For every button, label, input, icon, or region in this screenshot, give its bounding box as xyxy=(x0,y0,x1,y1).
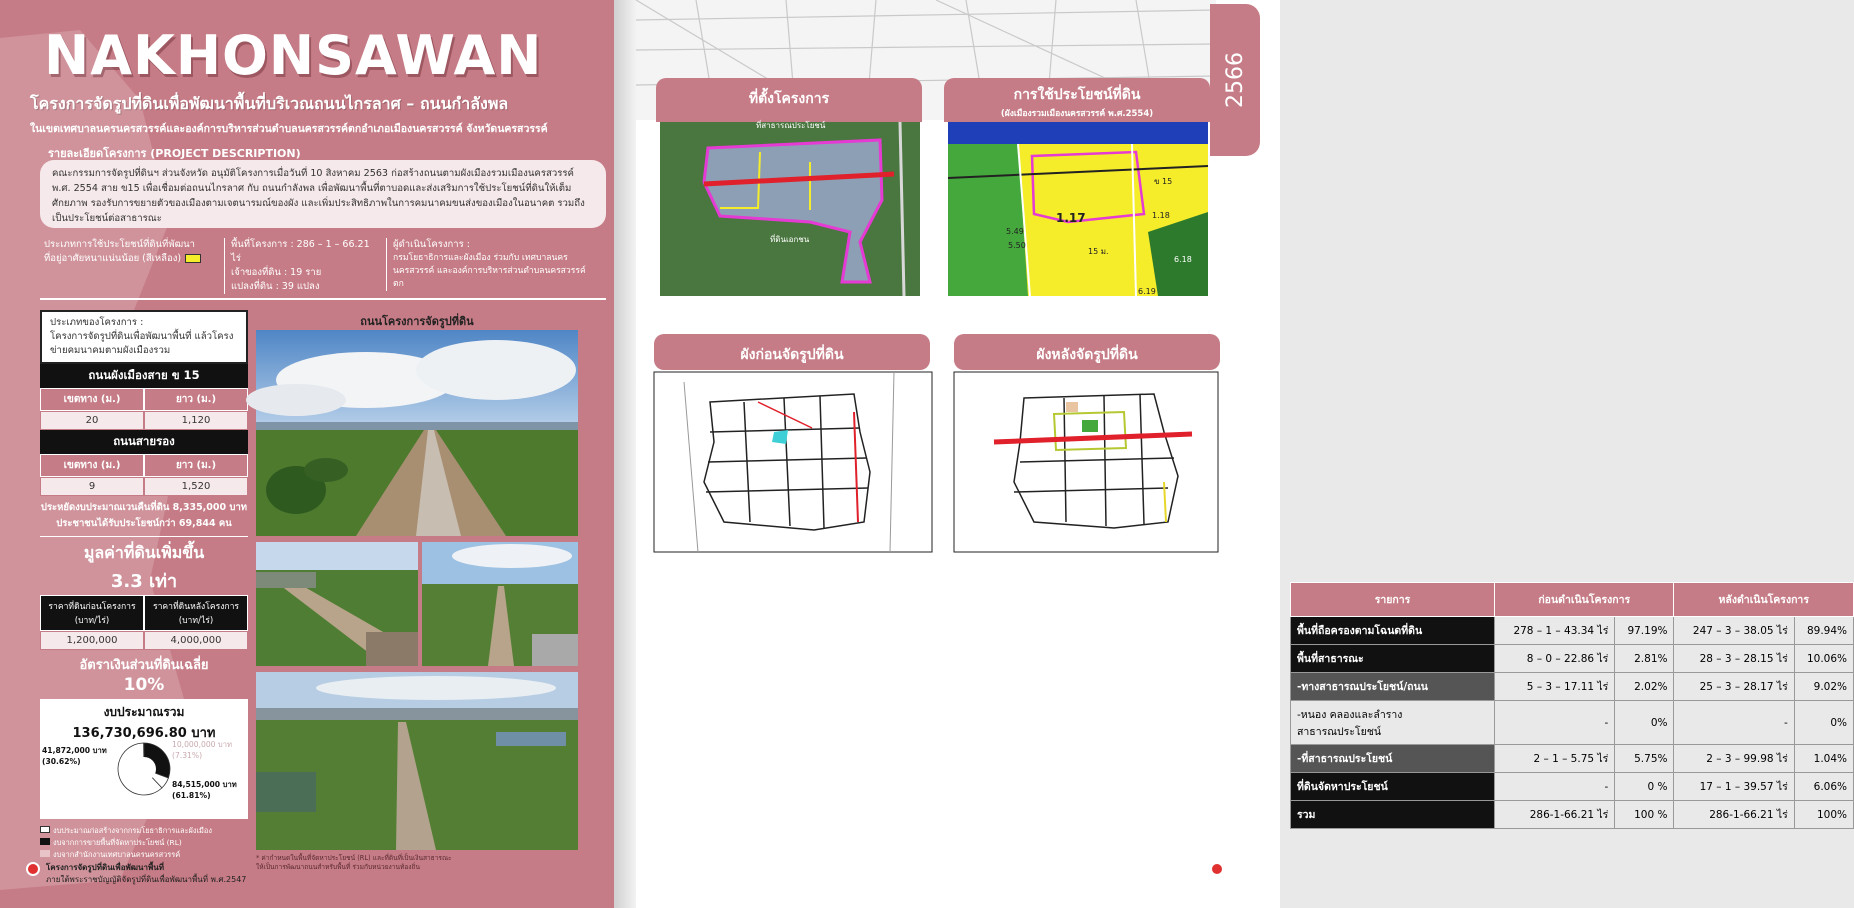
footer-line1: โครงการจัดรูปที่ดินเพื่อพัฒนาพื้นที่ xyxy=(46,863,164,872)
before-price-label: ราคาที่ดินก่อนโครงการ (บาท/ไร่) xyxy=(40,595,144,631)
road-aerial-photo-1 xyxy=(256,330,578,536)
zone-label-8: ข 15 xyxy=(1154,177,1173,186)
road2-title: ถนนสายรอง xyxy=(40,430,248,454)
location-note-private: ที่ดินเอกชน xyxy=(770,235,810,244)
before-area: 2 – 1 – 5.75 ไร่ xyxy=(1495,745,1615,773)
table-row xyxy=(1291,673,1854,701)
table-row xyxy=(1291,645,1854,673)
after-plan-map xyxy=(954,372,1218,552)
table-row xyxy=(1291,617,1854,645)
before-pct: 100 % xyxy=(1615,801,1674,829)
owners-label: เจ้าของที่ดิน xyxy=(231,267,281,278)
page-marker-dot-right xyxy=(1210,862,1224,876)
location-title: ที่ตั้งโครงการ xyxy=(656,78,922,122)
table-row xyxy=(1291,801,1854,829)
landuse-info xyxy=(44,238,212,266)
landuse-value: ที่อยู่อาศัยหนาแน่นน้อย (สีเหลือง) xyxy=(44,253,182,264)
legend3: งบจากสำนักงานเทศบาลนครนครสวรรค์ xyxy=(53,850,181,859)
pie-a-value: 41,872,000 บาท xyxy=(42,746,107,755)
project-type-value: โครงการจัดรูปที่ดินเพื่อพัฒนาพื้นที่ แล้วโครงข่ายคมนาคมตามผังเมืองรวม xyxy=(50,331,234,356)
zone-label-4: 5.50 xyxy=(1008,241,1026,250)
area-info xyxy=(224,238,380,294)
legend-black-swatch xyxy=(40,838,50,845)
after-plan-title: ผังหลังจัดรูปที่ดิน xyxy=(954,334,1220,370)
project-title: โครงการจัดรูปที่ดินเพื่อพัฒนาพื้นที่บริเวณถนนไกรลาศ – ถนนกำลังพล xyxy=(30,94,509,113)
pie-hole xyxy=(132,757,156,781)
before-area: - xyxy=(1495,701,1615,745)
landuse-label: ประเภทการใช้ประโยชน์ที่ดินที่พัฒนา xyxy=(44,239,195,250)
pie-b-pct: (7.31%) xyxy=(172,751,203,760)
road-aerial-photo-2 xyxy=(256,542,418,666)
table-header-item: รายการ xyxy=(1291,583,1495,617)
area-value: : 286 – 1 – 66.21 ไร่ xyxy=(231,239,370,264)
legend2: งบจากการขายพื้นที่จัดหาประโยชน์ (RL) xyxy=(53,838,182,847)
after-pct: 6.06% xyxy=(1794,773,1853,801)
land-comparison-table xyxy=(1290,582,1854,829)
landuse-title: การใช้ประโยชน์ที่ดิน xyxy=(1013,87,1141,103)
operator-value: กรมโยธาธิการและผังเมือง ร่วมกับ เทศบาลนครนครสวรรค์ และองค์การบริหารส่วนตำบลนครสวรรค์ตก xyxy=(393,253,586,289)
project-location: ในเขตเทศบาลนครนครสวรรค์และองค์การบริหารส่วนตำบลนครสวรรค์ตกอำเภอเมืองนครสวรรค์ จังหวัดนครสวรรค์ xyxy=(30,123,548,135)
before-plan-title: ผังก่อนจัดรูปที่ดิน xyxy=(654,334,930,370)
project-type-label: ประเภทของโครงการ : xyxy=(50,317,144,328)
table-header-after: หลังดำเนินโครงการ xyxy=(1674,583,1854,617)
page-marker-dot xyxy=(26,862,40,876)
landuse-header xyxy=(944,78,1210,122)
value-up: 3.3 เท่า xyxy=(110,571,178,592)
operator-label: ผู้ดำเนินโครงการ : xyxy=(393,239,470,250)
avg-value: 10% xyxy=(123,675,165,695)
year-tab xyxy=(1210,4,1260,156)
road2-h1: เขตทาง (ม.) xyxy=(40,454,144,477)
zone-label-5: 6.18 xyxy=(1174,255,1192,264)
yellow-swatch xyxy=(185,254,201,263)
before-pct: 2.81% xyxy=(1615,645,1674,673)
after-pct: 10.06% xyxy=(1794,645,1853,673)
location-note-public: ที่สาธารณประโยชน์ xyxy=(756,121,826,130)
right-page xyxy=(636,0,1847,908)
budget-label: งบประมาณรวม xyxy=(103,705,185,719)
before-area: 286-1-66.21 ไร่ xyxy=(1495,801,1615,829)
pie-c-pct: (61.81%) xyxy=(172,791,211,800)
legend1: งบประมาณก่อสร้างจากกรมโยธาธิการและผังเมือง xyxy=(53,826,212,835)
zone-label-2: 1.18 xyxy=(1152,211,1170,220)
before-pct: 5.75% xyxy=(1615,745,1674,773)
project-type-box xyxy=(40,310,248,364)
book-gutter xyxy=(614,0,636,908)
left-page xyxy=(0,0,614,908)
legend-white-swatch xyxy=(40,826,50,833)
saving-text: ประหยัดงบประมาณเวนคืนที่ดิน 8,335,000 บาท xyxy=(40,502,248,513)
table-body xyxy=(1291,617,1854,829)
value-up-label: มูลค่าที่ดินเพิ่มขึ้น xyxy=(40,536,248,566)
budget-box xyxy=(40,699,248,819)
legend-pink-swatch xyxy=(40,850,50,857)
location-satellite-map xyxy=(660,122,920,296)
before-pct: 0% xyxy=(1615,701,1674,745)
landuse-subtitle: (ผังเมืองรวมเมืองนครสวรรค์ พ.ศ.2554) xyxy=(1000,109,1154,119)
after-area: 247 – 3 – 38.05 ไร่ xyxy=(1674,617,1794,645)
area-label: พื้นที่โครงการ xyxy=(231,239,288,250)
after-pct: 1.04% xyxy=(1794,745,1853,773)
row-label: ที่ดินจัดหาประโยชน์ xyxy=(1291,773,1495,801)
after-area: 17 – 1 – 39.57 ไร่ xyxy=(1674,773,1794,801)
row-label: -ที่สาธารณประโยชน์ xyxy=(1291,745,1495,773)
after-price-label: ราคาที่ดินหลังโครงการ (บาท/ไร่) xyxy=(144,595,248,631)
after-pct: 100% xyxy=(1794,801,1853,829)
road2-h2: ยาว (ม.) xyxy=(144,454,248,477)
row-label: -หนอง คลองและลำราง สาธารณประโยชน์ xyxy=(1291,701,1495,745)
table-row xyxy=(1291,773,1854,801)
footer-left xyxy=(46,862,246,886)
road-photos-title: ถนนโครงการจัดรูปที่ดิน xyxy=(360,315,474,328)
row-label: พื้นที่สาธารณะ xyxy=(1291,645,1495,673)
operator-info xyxy=(386,238,596,291)
pie-c-value: 84,515,000 บาท xyxy=(172,780,237,789)
before-plan-map xyxy=(654,372,932,552)
table-row xyxy=(1291,701,1854,745)
after-pct: 0% xyxy=(1794,701,1853,745)
plots-label: แปลงที่ดิน xyxy=(231,281,273,292)
footer-line2: ภายใต้พระราชบัญญัติจัดรูปที่ดินเพื่อพัฒนาพื้นที่ พ.ศ.2547 xyxy=(46,875,247,884)
table-row xyxy=(1291,745,1854,773)
zone-label-7: 15 ม. xyxy=(1088,247,1109,256)
row-label: -ทางสาธารณประโยชน์/ถนน xyxy=(1291,673,1495,701)
road1-h2: ยาว (ม.) xyxy=(144,388,248,411)
road2-length: 1,520 xyxy=(144,477,248,496)
row-label: พื้นที่ถือครองตามโฉนดที่ดิน xyxy=(1291,617,1495,645)
table-header-before: ก่อนดำเนินโครงการ xyxy=(1495,583,1674,617)
divider xyxy=(40,298,606,300)
road-aerial-photo-4 xyxy=(256,672,578,850)
budget-value: 136,730,696.80 บาท xyxy=(72,726,216,741)
road1-h1: เขตทาง (ม.) xyxy=(40,388,144,411)
photo-note: * ค่ากำหนดในพื้นที่จัดหาประโยชน์ (RL) และที่ดินที่เป็นเงินสาธารณะ ให้เป็นการพัฒนาถนนสำหรับพื้นที่ ร่วมกับหน่วยงานท้องถิ่น xyxy=(256,854,452,871)
zone-label-6: 6.19 xyxy=(1138,287,1156,296)
road1-width: 20 xyxy=(40,411,144,430)
before-price: 1,200,000 xyxy=(40,631,144,650)
budget-pie-chart xyxy=(116,741,172,797)
before-pct: 2.02% xyxy=(1615,673,1674,701)
owners-value: : 19 ราย xyxy=(283,267,322,278)
after-area: 2 – 3 – 99.98 ไร่ xyxy=(1674,745,1794,773)
road2-width: 9 xyxy=(40,477,144,496)
after-area: 28 – 3 – 28.15 ไร่ xyxy=(1674,645,1794,673)
pie-a-pct: (30.62%) xyxy=(42,757,81,766)
road1-title: ถนนผังเมืองสาย ข 15 xyxy=(40,364,248,388)
before-pct: 0 % xyxy=(1615,773,1674,801)
stats-panel xyxy=(40,310,248,859)
after-price: 4,000,000 xyxy=(144,631,248,650)
avg-label: อัตราเงินส่วนที่ดินเฉลี่ย xyxy=(79,658,209,673)
beneficiaries-text: ประชาชนได้รับประโยชน์กว่า 69,844 คน xyxy=(56,518,232,529)
after-area: 25 – 3 – 28.17 ไร่ xyxy=(1674,673,1794,701)
year-label: 2566 xyxy=(1223,52,1248,108)
after-area: - xyxy=(1674,701,1794,745)
after-area: 286-1-66.21 ไร่ xyxy=(1674,801,1794,829)
plots-value: : 39 แปลง xyxy=(275,281,320,292)
row-label: รวม xyxy=(1291,801,1495,829)
zone-label-1: 1.17 xyxy=(1056,211,1086,225)
before-area: - xyxy=(1495,773,1615,801)
before-area: 5 – 3 – 17.11 ไร่ xyxy=(1495,673,1615,701)
road1-length: 1,120 xyxy=(144,411,248,430)
section-label: รายละเอียดโครงการ (PROJECT DESCRIPTION) xyxy=(48,147,301,160)
landuse-zoning-map xyxy=(948,122,1208,296)
after-pct: 89.94% xyxy=(1794,617,1853,645)
road-aerial-photo-3 xyxy=(422,542,578,666)
project-description: คณะกรรมการจัดรูปที่ดินฯ ส่วนจังหวัด อนุมัติโครงการเมื่อวันที่ 10 สิงหาคม 2563 ก่อสร้างถนนตามผังเมืองรวมเมืองนครสวรรค์ พ.ศ. 2554 สาย ข15 เพื่อเชื่อมต่อถนนไกรลาศ กับ ถนนกำลังพล เพื่อพัฒนาพื้นที่ตาบอดและส่งเสริมการใช้ประโยชน์ที่ดินให้เต็มศักยภาพ รองรับการขยายตัวของเมืองตามเจตนารมณ์ของผัง และเพิ่มประสิทธิภาพในการคมนาคมขนส่งของเมืองในอนาคต รวมถึงเป็นประโยชน์ต่อสาธารณะ xyxy=(40,160,606,228)
pie-b-value: 10,000,000 บาท xyxy=(172,740,232,749)
before-area: 278 – 1 – 43.34 ไร่ xyxy=(1495,617,1615,645)
page-title: NAKHONSAWAN xyxy=(44,24,543,87)
before-pct: 97.19% xyxy=(1615,617,1674,645)
zone-label-3: 5.49 xyxy=(1006,227,1024,236)
before-area: 8 – 0 – 22.86 ไร่ xyxy=(1495,645,1615,673)
after-pct: 9.02% xyxy=(1794,673,1853,701)
